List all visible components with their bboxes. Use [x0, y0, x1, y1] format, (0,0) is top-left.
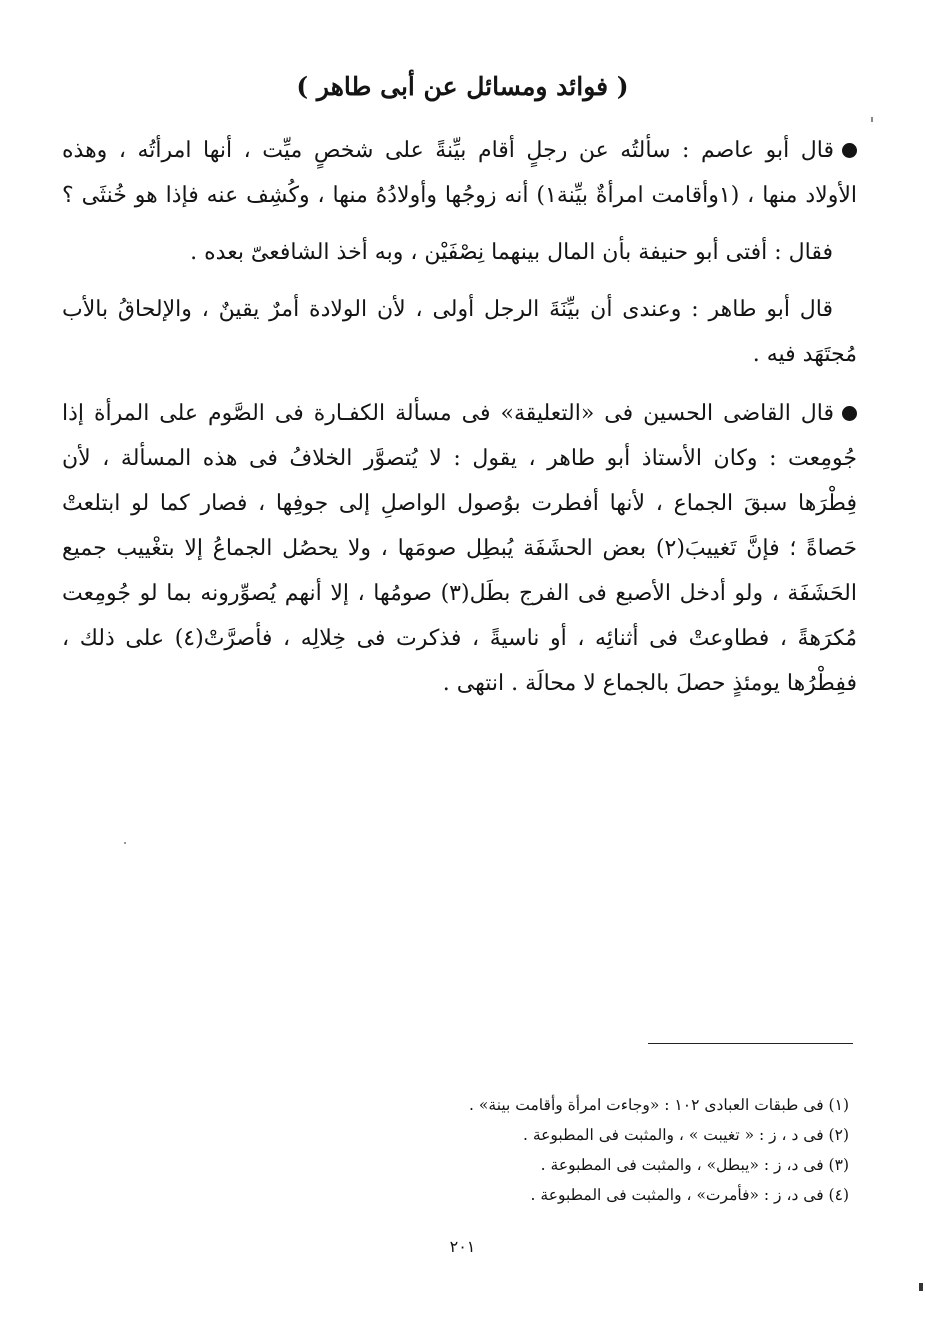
footnote-3: (٣) فى د، ز : «يبطل» ، والمثبت فى المطبوعة . — [540, 1156, 849, 1174]
footnote-1: (١) فى طبقات العبادى ١٠٢ : «وجاءت امرأة وأقامت بينة» . — [469, 1096, 849, 1114]
scan-speck — [919, 1283, 923, 1291]
page-number: ٢٠١ — [449, 1237, 476, 1256]
paragraph-4-line-7: ففِطْرُها يومئذٍ حصلَ بالجماع لا محالَة . انتهى . — [442, 671, 857, 696]
paragraph-2-line-1: فقال : أفتى أبو حنيفة بأن المال بينهما نِصْفَيْن ، وبه أخذ الشافعىّ بعده . — [190, 240, 833, 265]
scan-speck — [124, 842, 126, 844]
bullet-icon — [842, 406, 857, 421]
footnote-separator — [648, 1043, 853, 1044]
paragraph-4-line-4: حَصاةً ؛ فإنَّ تَغييبَ(٢) بعض الحشَفَة يُبطِل صومَها ، ولا يحصُل الجماعُ إلا بتغْييب جميع — [62, 536, 857, 561]
bullet-icon — [842, 143, 857, 158]
paragraph-1-line-2: الأولاد منها ، (١وأقامت امرأةٌ بيِّنة١) أنه زوجُها وأولادُهُ منها ، وكُشِف عنه فإذا هو خُنثَى ؟ — [62, 183, 858, 208]
section-heading: ( فوائد ومسائل عن أبى طاهر ) — [296, 72, 629, 101]
paragraph-4-line-5: الحَشَفَة ، ولو أدخل الأصبع فى الفرج بطَل(٣) صومُها ، إلا أنهم يُصوِّرونه بما لو جُومِعت — [62, 581, 857, 606]
scan-speck — [871, 117, 873, 122]
paragraph-4-line-6: مُكرَهةً ، فطاوعتْ فى أثنائِه ، أو ناسيةً ، فذكرت فى خِلالِه ، فأصرَّتْ(٤) على ذلك ، — [62, 626, 857, 651]
paragraph-3-line-1: قال أبو طاهر : وعندى أن بيِّنَةَ الرجل أولى ، لأن الولادة أمرٌ يقينٌ ، والإلحاقُ بالأب — [62, 297, 833, 322]
paragraph-4-line-2: جُومِعت : وكان الأستاذ أبو طاهر ، يقول : لا يُتصوَّر الخلافُ فى هذه المسألة ، لأن — [62, 446, 857, 471]
paragraph-3-line-2: مُجتَهَد فيه . — [752, 342, 857, 367]
footnote-2: (٢) فى د ، ز : « تغيبت » ، والمثبت فى المطبوعة . — [522, 1126, 849, 1144]
paragraph-4-line-1: قال القاضى الحسين فى «التعليقة» فى مسألة الكفـارة فى الصَّوم على المرأة إذا — [62, 399, 857, 431]
paragraph-4-line-3: فِطْرَها سبقَ الجماع ، لأنها أفطرت بوُصول الواصلِ إلى جوفِها ، فصار كما لو ابتلعتْ — [62, 491, 857, 516]
paragraph-1-line-1: قال أبو عاصم : سألتُه عن رجلٍ أقام بيِّنةً على شخصٍ ميِّت ، أنها امرأتُه ، وهذه — [62, 136, 857, 168]
footnote-4: (٤) فى د، ز : «فأمرت» ، والمثبت فى المطبوعة . — [530, 1186, 849, 1204]
